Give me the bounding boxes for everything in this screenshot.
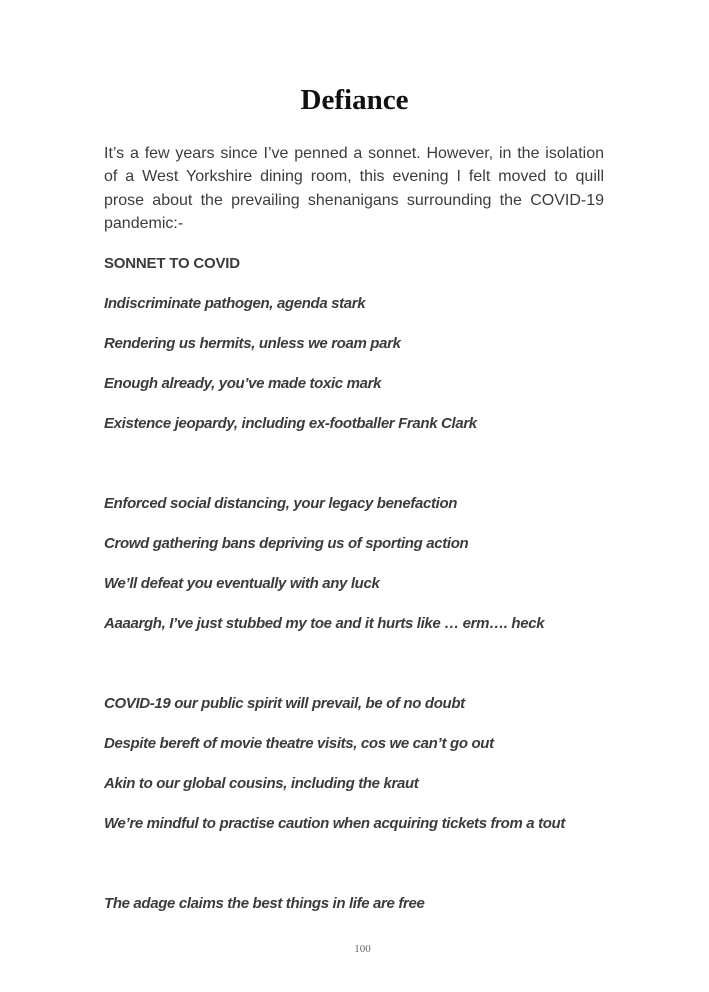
- sonnet-line: Despite bereft of movie theatre visits, cos we can’t go out: [104, 735, 494, 752]
- sonnet-line: Existence jeopardy, including ex-footballer Frank Clark: [104, 415, 477, 432]
- sonnet-line: Indiscriminate pathogen, agenda stark: [104, 295, 366, 312]
- intro-paragraph: It’s a few years since I’ve penned a sonnet. However, in the isolation of a West Yorkshire dining room, this evening I felt moved to quill prose about the prevailing shenanigans surrounding the COVID-19 pandemic:-: [104, 145, 604, 232]
- sonnet-line: Rendering us hermits, unless we roam park: [104, 335, 401, 352]
- sonnet-heading: SONNET TO COVID: [104, 255, 240, 272]
- page-title: Defiance: [300, 84, 409, 116]
- sonnet-line: Aaaargh, I’ve just stubbed my toe and it hurts like … erm…. heck: [104, 615, 545, 632]
- sonnet-line: We’ll defeat you eventually with any luck: [104, 575, 380, 592]
- sonnet-line: COVID-19 our public spirit will prevail, be of no doubt: [104, 695, 465, 712]
- sonnet-line: The adage claims the best things in life are free: [104, 895, 425, 912]
- sonnet-line: Crowd gathering bans depriving us of sporting action: [104, 535, 469, 552]
- sonnet-line: Akin to our global cousins, including the kraut: [104, 775, 419, 792]
- page-number: 100: [354, 943, 371, 955]
- sonnet-line: We’re mindful to practise caution when acquiring tickets from a tout: [104, 815, 565, 832]
- sonnet-line: Enough already, you’ve made toxic mark: [104, 375, 382, 392]
- sonnet-line: Enforced social distancing, your legacy benefaction: [104, 495, 458, 512]
